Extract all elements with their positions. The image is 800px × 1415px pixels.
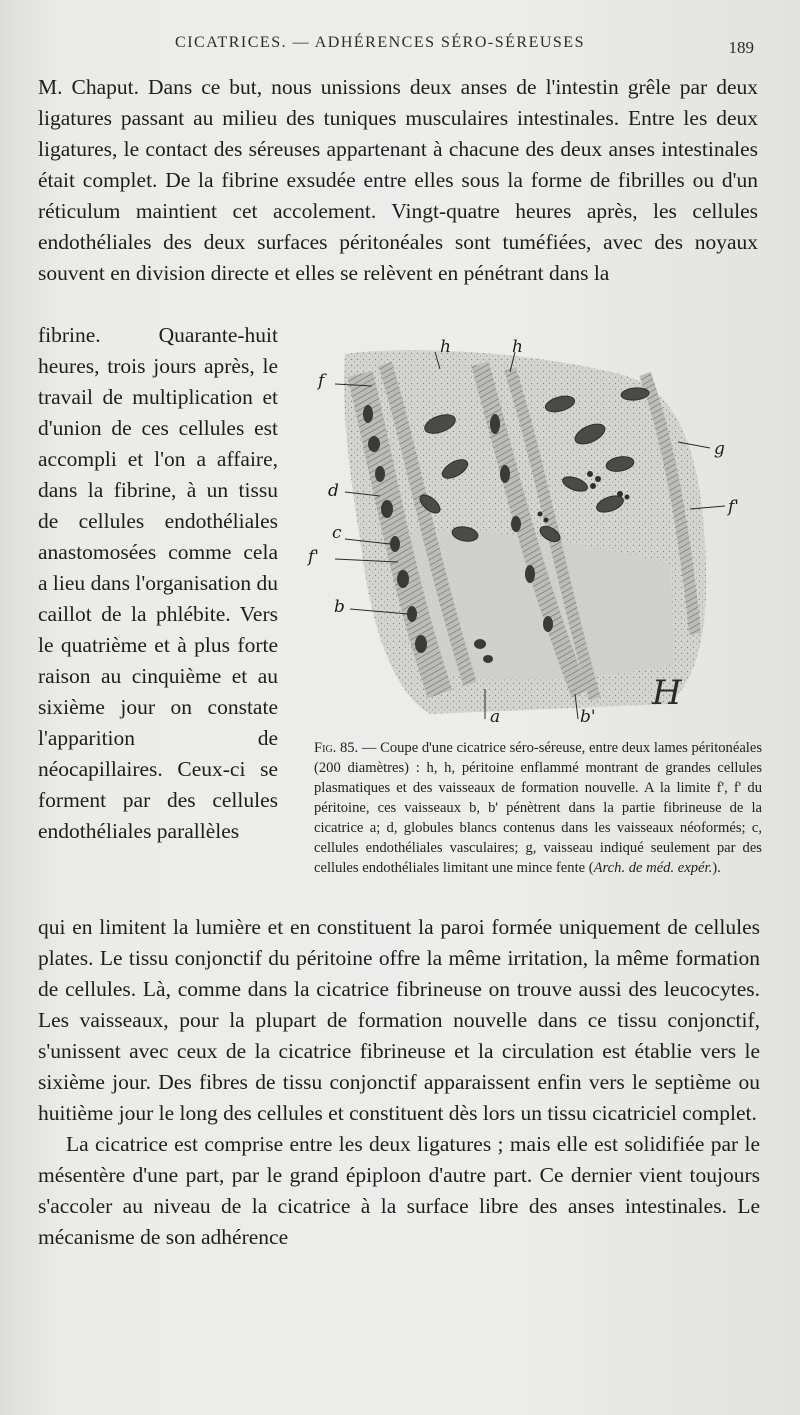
label-d: d bbox=[328, 481, 339, 501]
page-header bbox=[0, 30, 800, 60]
paragraph-last-text: La cicatrice est comprise entre les deux ligatures ; mais elle est solidifiée par le mésentère d'une part, par le grand épiploon d'autre part. Ce dernier vient toujours s'accoler au niveau de la cicatrice à la surface libre des anses intestinales. Le mécanisme de son adhérence bbox=[38, 1132, 760, 1249]
label-f-prime-left: f' bbox=[308, 547, 319, 567]
figure-caption-end: ). bbox=[712, 860, 721, 876]
label-f-prime-right: f' bbox=[728, 497, 739, 517]
paragraph-intro bbox=[38, 72, 758, 289]
paragraph-continuation bbox=[38, 912, 760, 1253]
page-number: 189 bbox=[728, 38, 754, 57]
figure-caption-text: — Coupe d'une cicatrice séro-séreuse, entre deux lames péritonéales (200 diamètres) : h, h, péritoine enflammé montrant de grandes cellules plasmatiques et des vaisseaux de formation nouvelle. A la limite f', f' du péritoine, ces vaisseaux b, b' pénètrent dans la partie fibrineuse de la cicatrice a; d, globules blancs contenus dans les vaisseaux néoformés; c, cellules endothéliales vasculaires; g, vaisseau indiqué seulement par des cellules endothéliales limitant une mince fente ( bbox=[314, 740, 763, 876]
label-c: c bbox=[332, 523, 342, 543]
paragraph-wrapped-left bbox=[38, 320, 278, 847]
label-g: g bbox=[714, 439, 725, 459]
histology-figure bbox=[290, 334, 765, 729]
paragraph-wrapped-left-text: fibrine. Quarante-huit heures, trois jours après, le travail de multiplication et d'union de ces cellules est accompli et l'on a affaire, dans la fibrine, à un tissu de cellules endothéliales anastomosées comme cela a lieu dans l'organisation du caillot de la phlébite. Vers le quatrième et à plus forte raison au cinquième et au sixième jour on constate l'apparition de néocapillaires. Ceux-ci se forment par des cellules endothéliales parallèles bbox=[38, 323, 278, 843]
figure-caption-label: Fig. 85. bbox=[314, 740, 359, 756]
label-h-right: h bbox=[512, 337, 523, 357]
running-head: CICATRICES. — ADHÉRENCES SÉRO-SÉREUSES bbox=[175, 34, 585, 51]
label-f: f bbox=[318, 371, 325, 391]
label-a: a bbox=[490, 707, 501, 727]
paragraph-continuation-text: qui en limitent la lumière et en constituent la paroi formée uniquement de cellules plates. Le tissu conjonctif du péritoine offre la même irritation, la même formation de cellules. Là, comme dans la cicatrice fibrineuse on trouve aussi des leucocytes. Les vaisseaux, pour la plupart de formation nouvelle dans ce tissu conjonctif, s'unissent avec ceux de la cicatrice fibrineuse et la circulation est établie vers le sixième jour. Des fibres de tissu conjonctif apparaissent enfin vers le septième ou huitième jour le long des cellules et constituent dès lors un tissu cicatriciel complet. bbox=[38, 915, 760, 1125]
figure-caption bbox=[314, 738, 762, 878]
figure-caption-source: Arch. de méd. expér. bbox=[593, 860, 713, 876]
label-b: b bbox=[334, 597, 345, 617]
paragraph-intro-text: M. Chaput. Dans ce but, nous unissions deux anses de l'intestin grêle par deux ligatures passant au milieu des tuniques musculaires intestinales. Entre les deux ligatures, le contact des séreuses appartenant à chacune des deux anses intestinales était complet. De la fibrine exsudée entre elles sous la forme de fibrilles ou d'un réticulum maintient cet accolement. Vingt-quatre heures après, les cellules endothéliales des deux surfaces péritonéales sont tuméfiées, avec des noyaux souvent en division directe et elles se relèvent en pénétrant dans la bbox=[38, 75, 758, 285]
label-h-left: h bbox=[440, 337, 451, 357]
engraver-signature: H bbox=[652, 673, 682, 713]
label-b-prime: b' bbox=[580, 707, 596, 727]
